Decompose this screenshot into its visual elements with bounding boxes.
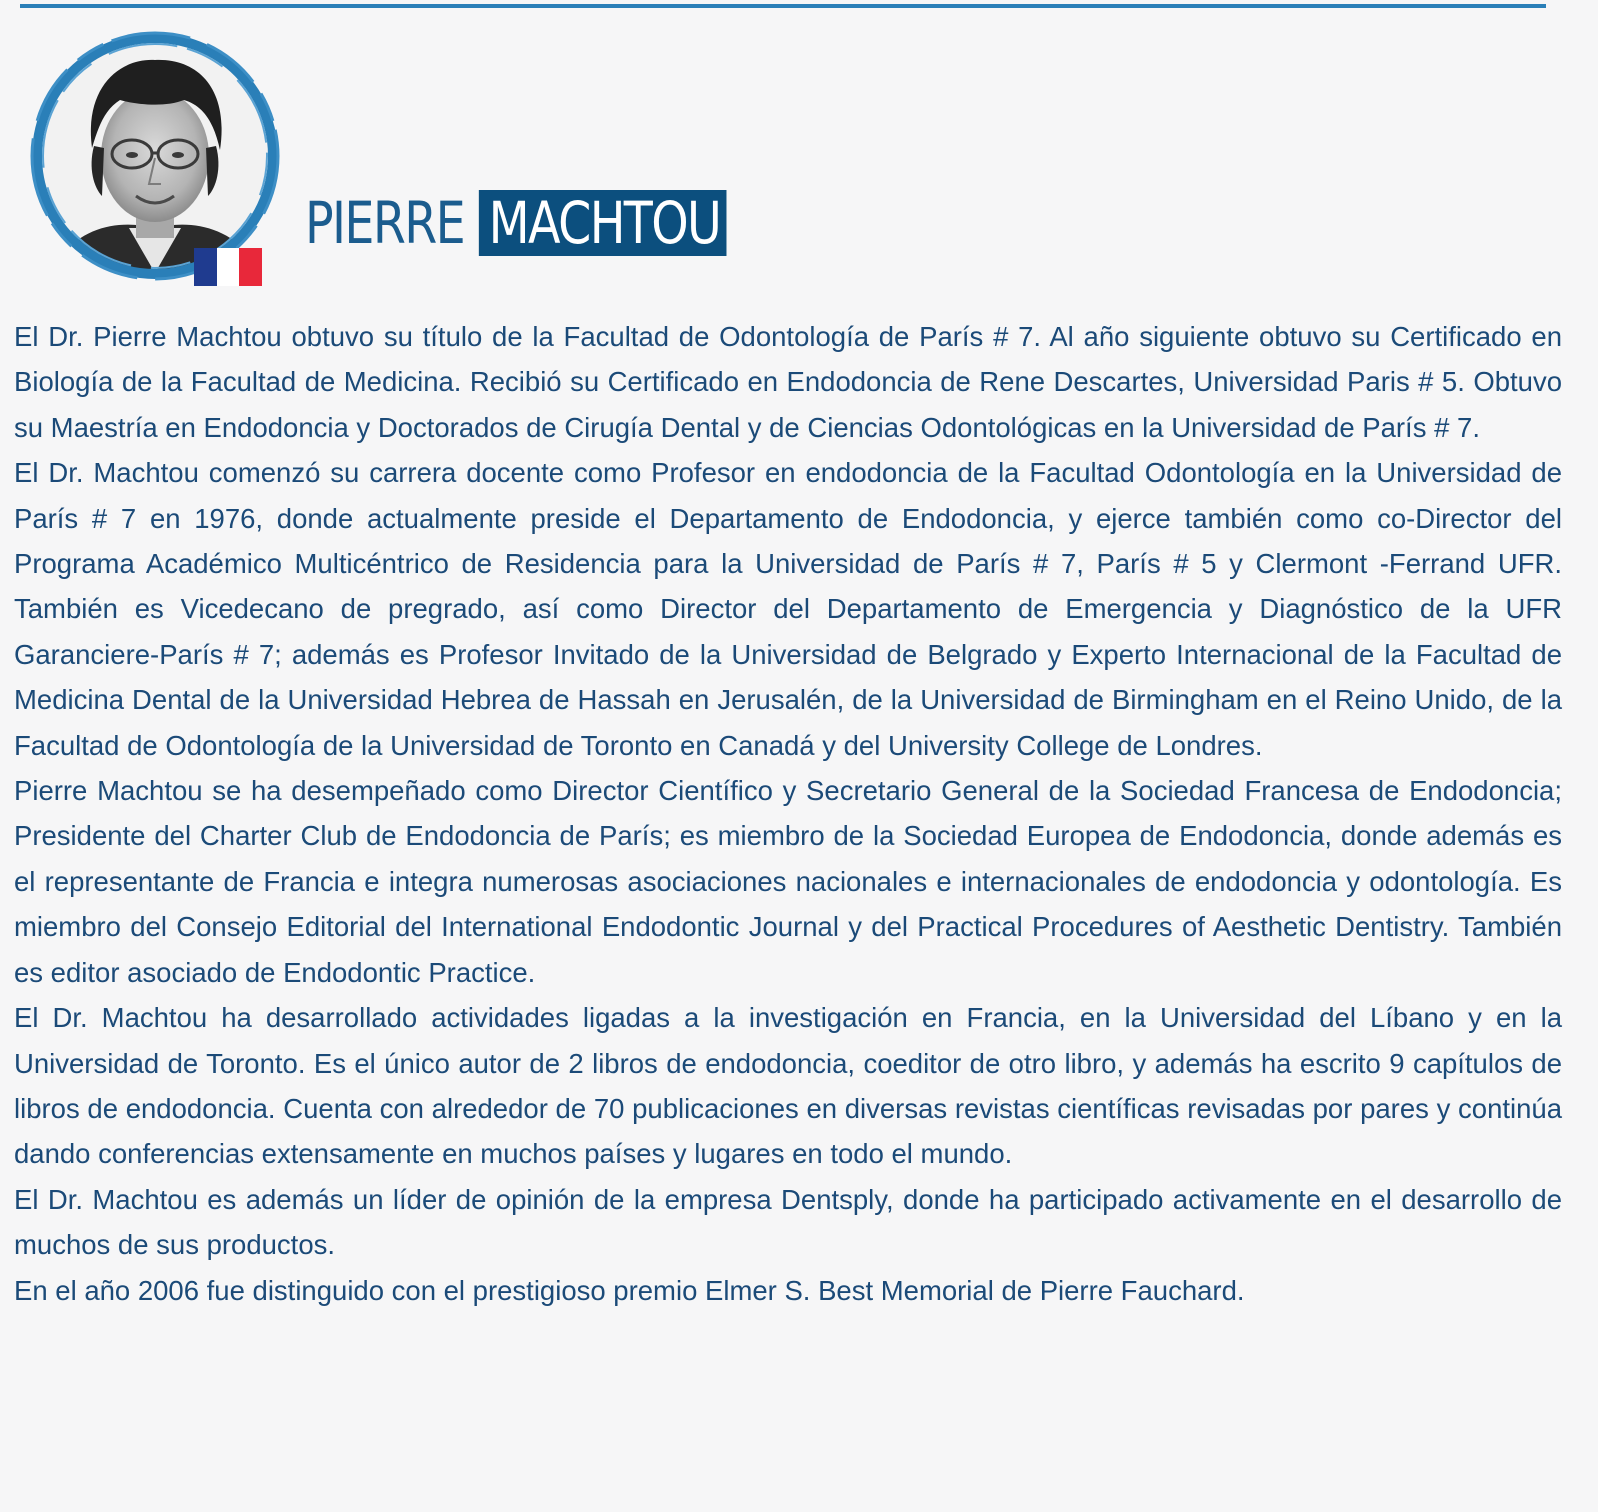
last-name: MACHTOU <box>479 190 727 256</box>
top-divider <box>20 4 1546 8</box>
bio-paragraph: En el año 2006 fue distinguido con el prestigioso premio Elmer S. Best Memorial de Pierre Fauchard. <box>14 1274 1245 1306</box>
flag-stripe-red <box>239 248 262 286</box>
bio-paragraph: El Dr. Machtou ha desarrollado actividades ligadas a la investigación en Francia, en la Universidad del Líbano y en la Universidad de Toronto. Es el único autor de 2 libros de endodoncia, coeditor de otro libro, y además ha escrito 9 capítulos de libros de endodoncia. Cuenta con alrededor de 70 publicaciones en diversas revistas científicas revisadas por pares y continúa dando conferencias extensamente en muchos países y lugares en todo el mundo. <box>14 1002 1562 1170</box>
bio-paragraph: El Dr. Machtou comenzó su carrera docente como Profesor en endodoncia de la Facultad Odontología en la Universidad de París # 7 en 1976, donde actualmente preside el Departamento de Endodoncia, y ejerce también como co-Director del Programa Académico Multicéntrico de Residencia para la Universidad de París # 7, París # 5 y Clermont -Ferrand UFR. También es Vicedecano de pregrado, así como Director del Departamento de Emergencia y Diagnóstico de la UFR Garanciere-París # 7; además es Profesor Invitado de la Universidad de Belgrado y Experto Internacional de la Facultad de Medicina Dental de la Universidad Hebrea de Hassah en Jerusalén, de la Universidad de Birmingham en el Reino Unido, de la Facultad de Odontología de la Universidad de Toronto en Canadá y del University College de Londres. <box>14 457 1562 761</box>
flag-stripe-white <box>217 248 240 286</box>
biography <box>14 314 1562 1313</box>
speaker-name <box>305 188 727 258</box>
bio-paragraph: Pierre Machtou se ha desempeñado como Director Científico y Secretario General de la Sociedad Francesa de Endodoncia; Presidente del Charter Club de Endodoncia de París; es miembro de la Sociedad Europea de Endodoncia, donde además es el representante de Francia e integra numerosas asociaciones nacionales e internacionales de endodoncia y odontología. Es miembro del Consejo Editorial del International Endodontic Journal y del Practical Procedures of Aesthetic Dentistry. También es editor asociado de Endodontic Practice. <box>14 775 1562 988</box>
bio-paragraph: El Dr. Pierre Machtou obtuvo su título de la Facultad de Odontología de París # 7. Al año siguiente obtuvo su Certificado en Biología de la Facultad de Medicina. Recibió su Certificado en Endodoncia de Rene Descartes, Universidad Paris # 5. Obtuvo su Maestría en Endodoncia y Doctorados de Cirugía Dental y de Ciencias Odontológicas en la Universidad de París # 7. <box>14 321 1562 443</box>
bio-paragraph: El Dr. Machtou es además un líder de opinión de la empresa Dentsply, donde ha participado activamente en el desarrollo de muchos de sus productos. <box>14 1183 1562 1261</box>
flag-stripe-blue <box>194 248 217 286</box>
first-name: PIERRE <box>305 189 465 257</box>
france-flag-icon <box>194 248 262 286</box>
